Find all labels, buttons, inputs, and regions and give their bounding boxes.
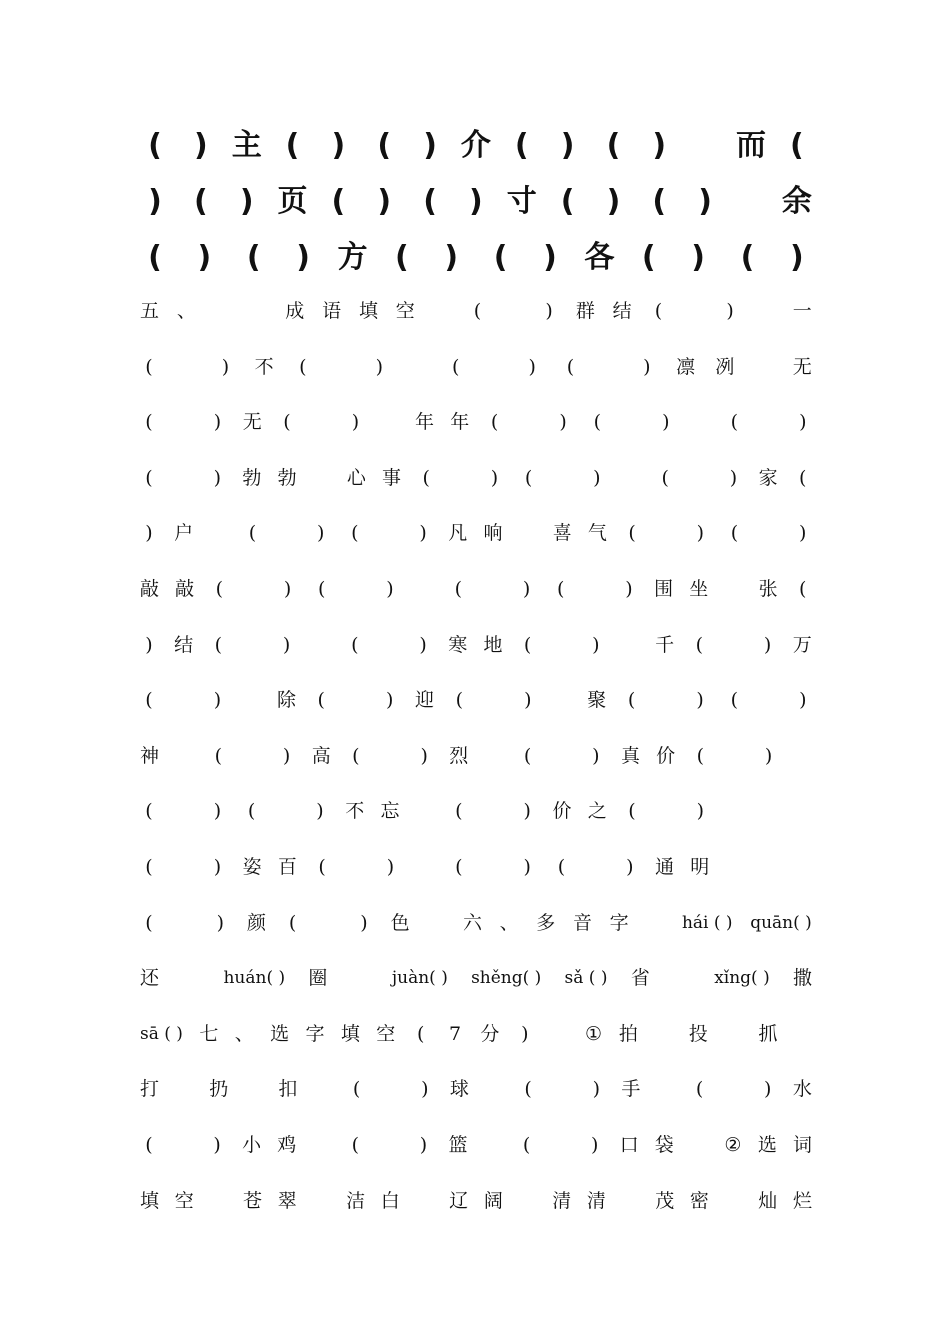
worksheet-token: ( bbox=[696, 744, 705, 767]
heading-token: ( bbox=[285, 128, 300, 163]
heading-token: ) bbox=[193, 128, 208, 163]
worksheet-token: 鸡 bbox=[277, 1134, 297, 1156]
worksheet-token: ( bbox=[422, 466, 430, 489]
worksheet-token: ( bbox=[566, 355, 575, 378]
worksheet-token: ( bbox=[318, 856, 326, 878]
worksheet-token: 填 bbox=[358, 300, 378, 322]
worksheet-token: shěng( ) bbox=[471, 968, 542, 989]
worksheet-token: 高 bbox=[311, 744, 331, 767]
worksheet-token: 地 bbox=[483, 633, 503, 656]
worksheet-token: ( bbox=[145, 1134, 153, 1156]
heading-token: 而 bbox=[735, 128, 766, 163]
worksheet-token: ( bbox=[524, 1078, 532, 1101]
worksheet-token: ( bbox=[627, 689, 636, 712]
worksheet-token: 勃 bbox=[242, 466, 262, 489]
worksheet-token: ) bbox=[213, 411, 222, 434]
worksheet-line bbox=[140, 1074, 812, 1104]
worksheet-token: ( bbox=[214, 744, 222, 767]
worksheet-token: 语 bbox=[322, 300, 342, 322]
worksheet-token: ) bbox=[799, 522, 807, 545]
heading-token: ( bbox=[789, 128, 804, 163]
worksheet-token: ) bbox=[524, 689, 532, 712]
worksheet-token: ) bbox=[419, 633, 427, 656]
worksheet-token: ) bbox=[559, 411, 567, 434]
worksheet-token: ) bbox=[283, 578, 292, 600]
worksheet-token: ) bbox=[213, 689, 222, 712]
worksheet-token: 字 bbox=[609, 911, 629, 934]
worksheet-token: 坐 bbox=[689, 578, 709, 600]
worksheet-token: ) bbox=[386, 689, 394, 712]
worksheet-token: ) bbox=[386, 578, 394, 600]
worksheet-token: 辽 bbox=[449, 1189, 469, 1212]
worksheet-token: ( bbox=[593, 411, 601, 434]
heading-token: ( bbox=[641, 240, 656, 275]
worksheet-token: ( bbox=[799, 578, 807, 600]
worksheet-token: 敲 bbox=[140, 578, 160, 600]
worksheet-token: 气 bbox=[587, 522, 607, 545]
worksheet-token: 七 bbox=[199, 1022, 219, 1045]
worksheet-token: quān( ) bbox=[750, 912, 812, 933]
worksheet-token: 圈 bbox=[308, 967, 328, 990]
worksheet-token: 年 bbox=[450, 411, 470, 434]
worksheet-token: ) bbox=[593, 466, 601, 489]
worksheet-token: ( bbox=[214, 633, 222, 656]
worksheet-token: sǎ ( ) bbox=[564, 968, 608, 989]
worksheet-token: ) bbox=[764, 1078, 772, 1101]
worksheet-token: ) bbox=[351, 411, 360, 434]
worksheet-token: ) bbox=[419, 522, 427, 545]
heading-token: ( bbox=[493, 240, 508, 275]
worksheet-line bbox=[140, 685, 812, 715]
worksheet-line bbox=[140, 407, 812, 437]
worksheet-token: 词 bbox=[792, 1134, 812, 1156]
worksheet-line bbox=[140, 796, 812, 826]
worksheet-token: ( bbox=[317, 689, 325, 712]
heading-token: ) bbox=[148, 184, 162, 219]
worksheet-token: 翠 bbox=[277, 1189, 297, 1212]
worksheet-token: 拍 bbox=[618, 1022, 638, 1045]
heading-token: 余 bbox=[781, 184, 812, 219]
worksheet-token: ) bbox=[421, 1078, 429, 1101]
worksheet-token: 价 bbox=[552, 800, 572, 823]
worksheet-token: huán( ) bbox=[223, 968, 286, 989]
worksheet-token: 万 bbox=[792, 633, 812, 656]
worksheet-token: 、 bbox=[234, 1022, 254, 1045]
worksheet-token: ( bbox=[318, 578, 326, 600]
worksheet-line bbox=[140, 296, 812, 326]
worksheet-token: 真 bbox=[621, 744, 641, 767]
worksheet-token: 凡 bbox=[448, 522, 468, 545]
worksheet-token: ) bbox=[545, 300, 553, 322]
worksheet-token: ( bbox=[661, 466, 669, 489]
worksheet-token: 字 bbox=[305, 1022, 325, 1045]
worksheet-token: ( bbox=[283, 411, 291, 434]
heading-token: ( bbox=[740, 240, 755, 275]
heading-token: 主 bbox=[231, 128, 262, 163]
worksheet-token: ) bbox=[799, 689, 807, 712]
worksheet-token: hái ( ) bbox=[681, 912, 733, 933]
worksheet-token: 密 bbox=[689, 1189, 709, 1212]
worksheet-token: ( bbox=[145, 689, 153, 712]
heading-token: ( bbox=[377, 128, 392, 163]
worksheet-token: ) bbox=[696, 800, 705, 823]
heading-token: ) bbox=[423, 128, 437, 163]
worksheet-token: 不 bbox=[345, 800, 365, 823]
heading-token: ( bbox=[148, 128, 162, 163]
worksheet-token: ( bbox=[490, 411, 499, 434]
worksheet-token: 空 bbox=[174, 1189, 194, 1212]
heading-token: 页 bbox=[277, 184, 308, 219]
worksheet-token: ) bbox=[316, 800, 324, 823]
worksheet-token: 除 bbox=[277, 689, 297, 712]
worksheet-token: ) bbox=[592, 744, 600, 767]
worksheet-token: ( bbox=[352, 744, 360, 767]
worksheet-token: 撒 bbox=[792, 967, 812, 990]
heading-line bbox=[140, 234, 812, 282]
worksheet-line bbox=[140, 852, 812, 882]
worksheet-token: 成 bbox=[285, 300, 305, 322]
worksheet-token: ( bbox=[522, 1134, 531, 1156]
worksheet-token: 颜 bbox=[246, 911, 266, 934]
worksheet-token: 、 bbox=[499, 911, 519, 934]
worksheet-token: 、 bbox=[176, 300, 196, 322]
worksheet-token: 五 bbox=[140, 300, 160, 322]
worksheet-token: ( bbox=[455, 800, 463, 823]
worksheet-token: 六 bbox=[462, 911, 482, 934]
worksheet-token: ) bbox=[764, 744, 773, 767]
worksheet-token: 姿 bbox=[242, 856, 262, 878]
worksheet-token: ( bbox=[351, 1134, 360, 1156]
worksheet-token: ( bbox=[452, 355, 460, 378]
heading-token: ( bbox=[560, 184, 575, 219]
worksheet-token: ) bbox=[662, 411, 670, 434]
worksheet-token: 清 bbox=[586, 1189, 606, 1212]
worksheet-token: ) bbox=[213, 856, 222, 878]
worksheet-token: ) bbox=[523, 856, 531, 878]
worksheet-line bbox=[140, 352, 812, 382]
worksheet-token: 水 bbox=[792, 1078, 812, 1101]
worksheet-token: 明 bbox=[690, 856, 710, 878]
worksheet-token: 百 bbox=[277, 856, 297, 878]
worksheet-token: ( bbox=[145, 856, 153, 878]
worksheet-line bbox=[140, 1186, 812, 1216]
worksheet-line bbox=[140, 574, 812, 604]
worksheet-token: ( bbox=[145, 800, 153, 823]
worksheet-token: 口 bbox=[619, 1134, 639, 1156]
worksheet-token: ( bbox=[730, 522, 739, 545]
worksheet-token: 烈 bbox=[449, 744, 469, 767]
worksheet-token: 分 bbox=[480, 1022, 500, 1045]
heading-token: ( bbox=[395, 240, 409, 275]
worksheet-token: 神 bbox=[140, 744, 160, 767]
worksheet-token: 响 bbox=[483, 522, 503, 545]
worksheet-token: ) bbox=[590, 1134, 599, 1156]
worksheet-token: ( bbox=[351, 633, 359, 656]
worksheet-token: ) bbox=[213, 466, 221, 489]
heading-token: ) bbox=[377, 184, 392, 219]
worksheet-token: ) bbox=[490, 466, 499, 489]
worksheet-token: 无 bbox=[792, 355, 812, 378]
worksheet-token: ) bbox=[213, 1134, 221, 1156]
worksheet-token: 球 bbox=[449, 1078, 469, 1101]
worksheet-token: 清 bbox=[552, 1189, 572, 1212]
worksheet-token: 抓 bbox=[758, 1022, 778, 1045]
heading-token: 介 bbox=[460, 128, 491, 163]
worksheet-token: ) bbox=[528, 355, 536, 378]
worksheet-token: ) bbox=[729, 466, 738, 489]
worksheet-token: ) bbox=[216, 911, 225, 934]
worksheet-token: ) bbox=[763, 633, 772, 656]
worksheet-token: ( bbox=[628, 800, 636, 823]
worksheet-token: ( bbox=[288, 911, 297, 934]
worksheet-token: ( bbox=[730, 411, 738, 434]
worksheet-token: ) bbox=[420, 744, 428, 767]
worksheet-token: 通 bbox=[655, 856, 675, 878]
heading-line bbox=[140, 122, 812, 170]
heading-token: ( bbox=[148, 240, 162, 275]
heading-token: ( bbox=[423, 184, 437, 219]
worksheet-token: ( bbox=[145, 411, 153, 434]
worksheet-token: ( bbox=[557, 856, 566, 878]
worksheet-token: ( bbox=[473, 300, 482, 322]
worksheet-token: ( bbox=[416, 1022, 425, 1045]
heading-token: ) bbox=[691, 240, 705, 275]
worksheet-token: 勃 bbox=[277, 466, 297, 489]
heading-token: ) bbox=[790, 240, 804, 275]
worksheet-token: 小 bbox=[242, 1134, 262, 1156]
worksheet-token: ) bbox=[386, 856, 395, 878]
worksheet-token: ) bbox=[726, 300, 734, 322]
worksheet-line bbox=[140, 963, 812, 993]
worksheet-line bbox=[140, 1019, 812, 1049]
worksheet-token: 无 bbox=[242, 411, 262, 434]
worksheet-token: 省 bbox=[630, 967, 650, 990]
worksheet-token: 阔 bbox=[483, 1189, 503, 1212]
worksheet-token: ( bbox=[455, 689, 463, 712]
worksheet-token: 之 bbox=[587, 800, 607, 823]
worksheet-token: 凛 bbox=[676, 355, 696, 378]
worksheet-token: ) bbox=[360, 911, 368, 934]
worksheet-token: 不 bbox=[254, 355, 274, 378]
worksheet-token: 填 bbox=[140, 1189, 160, 1212]
heading-token: ) bbox=[543, 240, 557, 275]
worksheet-token: 音 bbox=[572, 911, 592, 934]
worksheet-token: 投 bbox=[688, 1022, 708, 1045]
worksheet-token: 迎 bbox=[415, 689, 435, 712]
worksheet-token: ) bbox=[523, 800, 531, 823]
worksheet-token: 灿 bbox=[758, 1189, 778, 1212]
worksheet-token: ) bbox=[145, 633, 153, 656]
worksheet-token: 洁 bbox=[346, 1189, 366, 1212]
heading-token: 各 bbox=[584, 240, 615, 275]
worksheet-token: ) bbox=[592, 633, 600, 656]
worksheet-token: ① bbox=[585, 1022, 603, 1045]
worksheet-token: ) bbox=[625, 578, 633, 600]
heading-token: ) bbox=[239, 184, 254, 219]
worksheet-token: 结 bbox=[174, 633, 194, 656]
worksheet-token: 篮 bbox=[448, 1134, 468, 1156]
worksheet-token: ( bbox=[730, 689, 738, 712]
heading-token: ( bbox=[193, 184, 208, 219]
worksheet-token: 茂 bbox=[655, 1189, 675, 1212]
heading-token: 寸 bbox=[506, 184, 537, 219]
worksheet-token: 事 bbox=[382, 466, 402, 489]
heading-token: ) bbox=[444, 240, 459, 275]
worksheet-token: 价 bbox=[656, 744, 676, 767]
worksheet-token: ( bbox=[145, 911, 153, 934]
worksheet-line bbox=[140, 630, 812, 660]
worksheet-token: ( bbox=[248, 522, 257, 545]
worksheet-token: ( bbox=[455, 856, 463, 878]
heading-token: ( bbox=[246, 240, 261, 275]
worksheet-token: ( bbox=[145, 355, 153, 378]
worksheet-line bbox=[140, 518, 812, 548]
heading-token: ) bbox=[560, 128, 575, 163]
worksheet-token: ) bbox=[282, 744, 291, 767]
worksheet-token: 多 bbox=[536, 911, 556, 934]
worksheet-token: ) bbox=[799, 411, 807, 434]
worksheet-token: 打 bbox=[140, 1078, 160, 1101]
worksheet-token: sā ( ) bbox=[140, 1023, 183, 1044]
heading-token: ) bbox=[606, 184, 621, 219]
worksheet-token: 填 bbox=[340, 1022, 360, 1045]
worksheet-token: 色 bbox=[390, 911, 410, 934]
worksheet-token: ( bbox=[523, 744, 532, 767]
worksheet-token: 张 bbox=[758, 578, 778, 600]
worksheet-token: 结 bbox=[612, 300, 632, 322]
worksheet-token: 白 bbox=[380, 1189, 400, 1212]
worksheet-token: ( bbox=[351, 522, 359, 545]
worksheet-token: 扔 bbox=[209, 1078, 229, 1101]
worksheet-token: ) bbox=[317, 522, 325, 545]
worksheet-token: 家 bbox=[758, 466, 778, 489]
worksheet-token: ) bbox=[643, 355, 651, 378]
heading-token: ) bbox=[331, 128, 346, 163]
worksheet-token: xǐng( ) bbox=[714, 968, 770, 989]
heading-token: ) bbox=[469, 184, 483, 219]
worksheet-token: ) bbox=[626, 856, 634, 878]
worksheet-token: 寒 bbox=[448, 633, 468, 656]
worksheet-token: ) bbox=[282, 633, 291, 656]
heading-token: ) bbox=[652, 128, 667, 163]
worksheet-token: 扣 bbox=[278, 1078, 298, 1101]
worksheet-token: 心 bbox=[346, 466, 366, 489]
heading-token: ( bbox=[606, 128, 621, 163]
heading-token: ) bbox=[698, 184, 712, 219]
worksheet-token: ( bbox=[352, 1078, 361, 1101]
worksheet-token: 千 bbox=[655, 633, 675, 656]
worksheet-token: 户 bbox=[174, 522, 194, 545]
worksheet-token: 喜 bbox=[552, 522, 572, 545]
worksheet-token: ② bbox=[724, 1134, 742, 1156]
worksheet-token: ( bbox=[247, 800, 256, 823]
worksheet-token: ( bbox=[454, 578, 462, 600]
worksheet-token: ) bbox=[419, 1134, 428, 1156]
worksheet-token: ( bbox=[524, 466, 533, 489]
worksheet-token: 冽 bbox=[715, 355, 735, 378]
heading-token: ) bbox=[197, 240, 212, 275]
worksheet-token: 敲 bbox=[175, 578, 195, 600]
heading-token: 方 bbox=[337, 240, 368, 275]
worksheet-token: ( bbox=[557, 578, 565, 600]
worksheet-line bbox=[140, 741, 812, 771]
worksheet-token: ( bbox=[628, 522, 636, 545]
worksheet-token: 苍 bbox=[243, 1189, 263, 1212]
heading-token: ( bbox=[331, 184, 346, 219]
worksheet-line bbox=[140, 1130, 812, 1160]
worksheet-line bbox=[140, 908, 812, 938]
worksheet-token: ) bbox=[145, 522, 153, 545]
heading-token: ( bbox=[514, 128, 529, 163]
worksheet-token: 还 bbox=[140, 967, 160, 990]
worksheet-token: 年 bbox=[415, 411, 435, 434]
worksheet-token: 烂 bbox=[792, 1189, 812, 1212]
worksheet-token: ) bbox=[522, 578, 531, 600]
worksheet-token: ( bbox=[215, 578, 224, 600]
heading-line bbox=[140, 178, 812, 226]
worksheet-line bbox=[140, 463, 812, 493]
worksheet-token: ) bbox=[521, 1022, 529, 1045]
worksheet-token: ) bbox=[592, 1078, 600, 1101]
worksheet-token: 手 bbox=[621, 1078, 641, 1101]
worksheet-token: ) bbox=[375, 355, 384, 378]
worksheet-token: ) bbox=[221, 355, 230, 378]
worksheet-token: 空 bbox=[395, 300, 415, 322]
worksheet-token: 群 bbox=[575, 300, 595, 322]
worksheet-token: ( bbox=[695, 633, 704, 656]
heading-token: ( bbox=[652, 184, 667, 219]
worksheet-token: 袋 bbox=[654, 1134, 674, 1156]
worksheet-token: juàn( ) bbox=[391, 968, 448, 989]
heading-token: ) bbox=[296, 240, 310, 275]
worksheet-token: ) bbox=[213, 800, 222, 823]
worksheet-token: ( bbox=[145, 466, 153, 489]
worksheet-token: 选 bbox=[270, 1022, 290, 1045]
worksheet-token: 聚 bbox=[587, 689, 607, 712]
worksheet-token: 忘 bbox=[380, 800, 400, 823]
worksheet-token: ) bbox=[696, 689, 704, 712]
worksheet-token: 一 bbox=[792, 300, 812, 322]
worksheet-token: ( bbox=[523, 633, 532, 656]
worksheet-token: 围 bbox=[654, 578, 674, 600]
worksheet-token: ) bbox=[696, 522, 705, 545]
worksheet-token: ( bbox=[299, 355, 307, 378]
worksheet-token: 空 bbox=[376, 1022, 396, 1045]
worksheet-token: 7 bbox=[448, 1022, 462, 1045]
worksheet-token: 选 bbox=[757, 1134, 777, 1156]
worksheet-token: ( bbox=[695, 1078, 704, 1101]
worksheet-token: ( bbox=[799, 466, 807, 489]
worksheet-token: ( bbox=[654, 300, 663, 322]
